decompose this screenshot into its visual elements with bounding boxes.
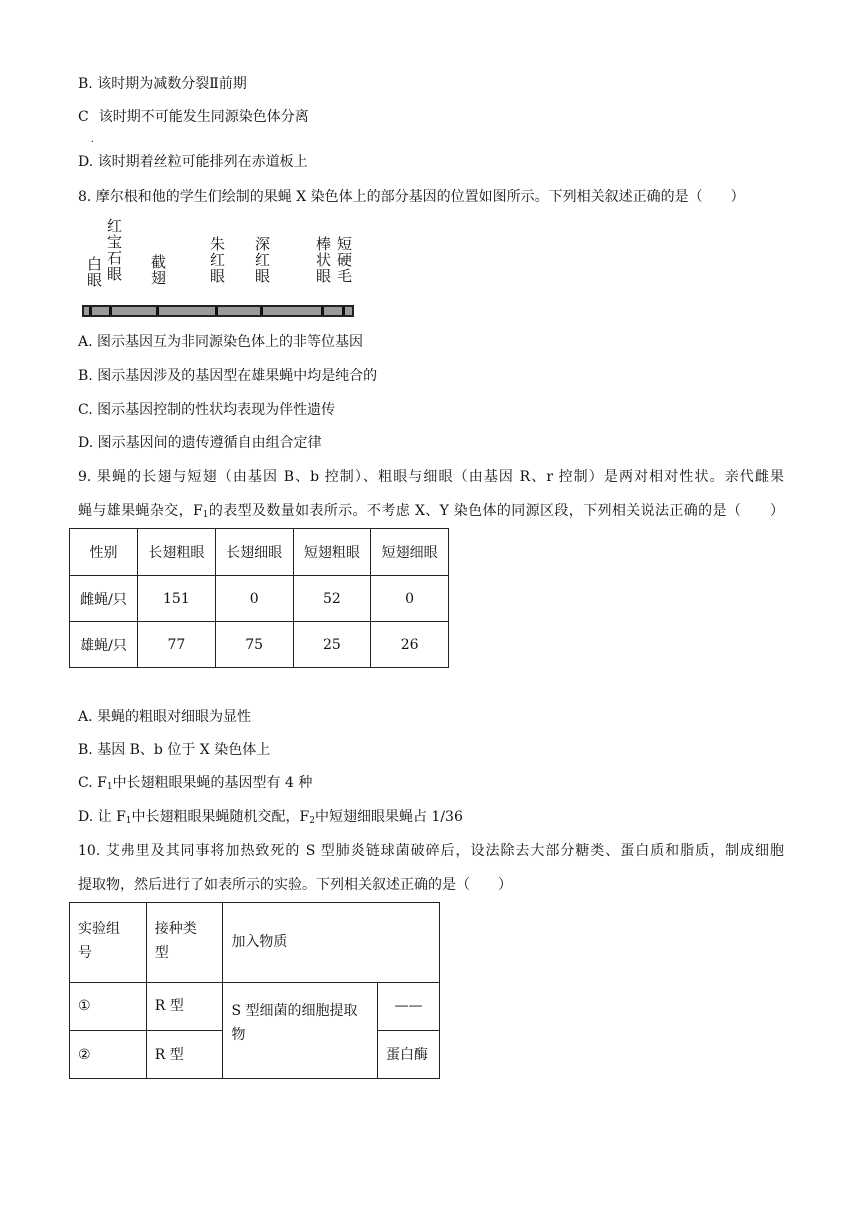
- table-cell: 25: [293, 622, 371, 668]
- table-row: [70, 622, 449, 668]
- table-cell: 蛋白酶: [377, 1031, 439, 1079]
- q8-stem: 8. 摩尔根和他的学生们绘制的果蝇 X 染色体上的部分基因的位置如图所示。下列相关叙述正确的是（ ）: [78, 189, 745, 205]
- table-cell: 77: [137, 622, 215, 668]
- q7-option-c-letter: C: [78, 109, 89, 125]
- locus-mark: [109, 307, 112, 315]
- q8-option-d: D. 图示基因间的遗传遵循自由组合定律: [78, 435, 322, 451]
- table-cell: 0: [371, 576, 449, 622]
- table-cell: ——: [377, 983, 439, 1031]
- gene-label-bar-eye: 棒状眼: [314, 236, 332, 284]
- q8-option-b: B. 图示基因涉及的基因型在雄果蝇中均是纯合的: [78, 368, 378, 384]
- table-cell: 26: [371, 622, 449, 668]
- q9-option-d-subscript-2: 2: [309, 816, 315, 826]
- table-header-cell: 性别: [70, 529, 138, 576]
- table-cell: 雄蝇/只: [70, 622, 138, 668]
- q9-option-b: B. 基因 B、b 位于 X 染色体上: [78, 742, 271, 758]
- table-header-row: [70, 529, 449, 576]
- header-inoculation-type-line2: 型: [154, 945, 169, 961]
- q9-option-c-subscript: 1: [106, 782, 113, 792]
- table-header-row: [70, 903, 440, 983]
- locus-mark: [342, 307, 345, 315]
- q10-stem-line1: 10. 艾弗里及其同事将加热致死的 S 型肺炎链球菌破碎后，设法除去大部分糖类、蛋白质和脂质，制成细胞: [78, 843, 784, 859]
- q8-option-c: C. 图示基因控制的性状均表现为伴性遗传: [78, 402, 336, 418]
- q9-option-d: [78, 807, 463, 831]
- locus-mark: [89, 307, 92, 315]
- q9-option-a: A. 果蝇的粗眼对细眼为显性: [78, 709, 252, 725]
- table-header-cell: 长翅粗眼: [137, 529, 215, 576]
- table-cell: R 型: [146, 983, 223, 1031]
- table-row: [70, 576, 449, 622]
- q9-option-d-subscript-1: 1: [125, 816, 132, 826]
- gene-label-ruby-eye: 红宝石眼: [105, 218, 123, 282]
- q7-option-b: B. 该时期为减数分裂Ⅱ前期: [78, 76, 247, 92]
- x-chromosome-bar: [82, 305, 354, 317]
- q10-stem-line2: 提取物，然后进行了如表所示的实验。下列相关叙述正确的是（ ）: [78, 877, 512, 893]
- q7-option-c-text: 该时期不可能发生同源染色体分离: [98, 109, 309, 125]
- table-cell: 75: [215, 622, 293, 668]
- q9-stem-text-a: 蝇与雄果蝇杂交，F: [78, 503, 203, 519]
- locus-mark: [156, 307, 159, 315]
- gene-label-vermilion-eye: 朱红眼: [208, 236, 226, 284]
- gene-label-cut-wing: 截翅: [149, 254, 167, 286]
- merged-cell-line1: S 型细菌的细胞提取: [231, 1003, 358, 1019]
- q9-option-d-text-c: 中短翅细眼果蝇占 1/36: [314, 809, 463, 825]
- table-cell: ②: [70, 1031, 147, 1079]
- q9-option-c: [78, 773, 312, 797]
- table-header-cell: 长翅细眼: [215, 529, 293, 576]
- table-header-cell: 短翅粗眼: [293, 529, 371, 576]
- table-cell: 0: [215, 576, 293, 622]
- table-cell: ①: [70, 983, 147, 1031]
- header-group-number-line1: 实验组: [78, 921, 120, 937]
- q9-phenotype-table: [69, 528, 449, 668]
- table-cell-merged: [223, 983, 378, 1079]
- merged-cell-line2: 物: [231, 1027, 246, 1043]
- q9-option-d-text-a: D. 让 F: [78, 809, 126, 825]
- gene-label-white-eye: 白眼: [85, 256, 103, 288]
- table-cell: 52: [293, 576, 371, 622]
- q9-stem-line1: 9. 果蝇的长翅与短翅（由基因 B、b 控制）、粗眼与细眼（由基因 R、r 控制）是两对相对性状。亲代雌果: [78, 469, 784, 485]
- q9-option-c-text-a: C. F: [78, 775, 107, 791]
- header-inoculation-type-line1: 接种类: [154, 921, 197, 937]
- q10-experiment-table: [69, 902, 440, 1079]
- q9-stem-line2: [78, 501, 784, 525]
- table-cell: 151: [137, 576, 215, 622]
- table-header-cell: 加入物质: [223, 903, 440, 983]
- locus-mark: [321, 307, 324, 315]
- q9-option-d-text-b: 中长翅粗眼果蝇随机交配，F: [131, 809, 310, 825]
- x-chromosome-gene-map: [80, 214, 360, 322]
- locus-mark: [215, 307, 218, 315]
- table-header-cell: 短翅细眼: [371, 529, 449, 576]
- table-header-cell: [70, 903, 147, 983]
- table-row: [70, 983, 440, 1031]
- q9-stem-text-b: 的表型及数量如表所示。不考虑 X、Y 染色体的同源区段，下列相关说法正确的是（ ）: [208, 503, 785, 519]
- q7-option-c: C · 该时期不可能发生同源染色体分离: [78, 109, 309, 148]
- q7-option-d: D. 该时期着丝粒可能排列在赤道板上: [78, 154, 308, 170]
- q8-option-a: A. 图示基因互为非同源染色体上的非等位基因: [78, 334, 364, 350]
- q9-stem-subscript: 1: [202, 510, 209, 520]
- gene-label-bristle: 短硬毛: [335, 236, 353, 284]
- q9-option-c-text-b: 中长翅粗眼果蝇的基因型有 4 种: [112, 775, 313, 791]
- table-cell: R 型: [146, 1031, 223, 1079]
- table-cell: 雌蝇/只: [70, 576, 138, 622]
- locus-mark: [260, 307, 263, 315]
- gene-label-carmine-eye: 深红眼: [253, 236, 271, 284]
- table-header-cell: [146, 903, 223, 983]
- header-group-number-line2: 号: [78, 945, 92, 961]
